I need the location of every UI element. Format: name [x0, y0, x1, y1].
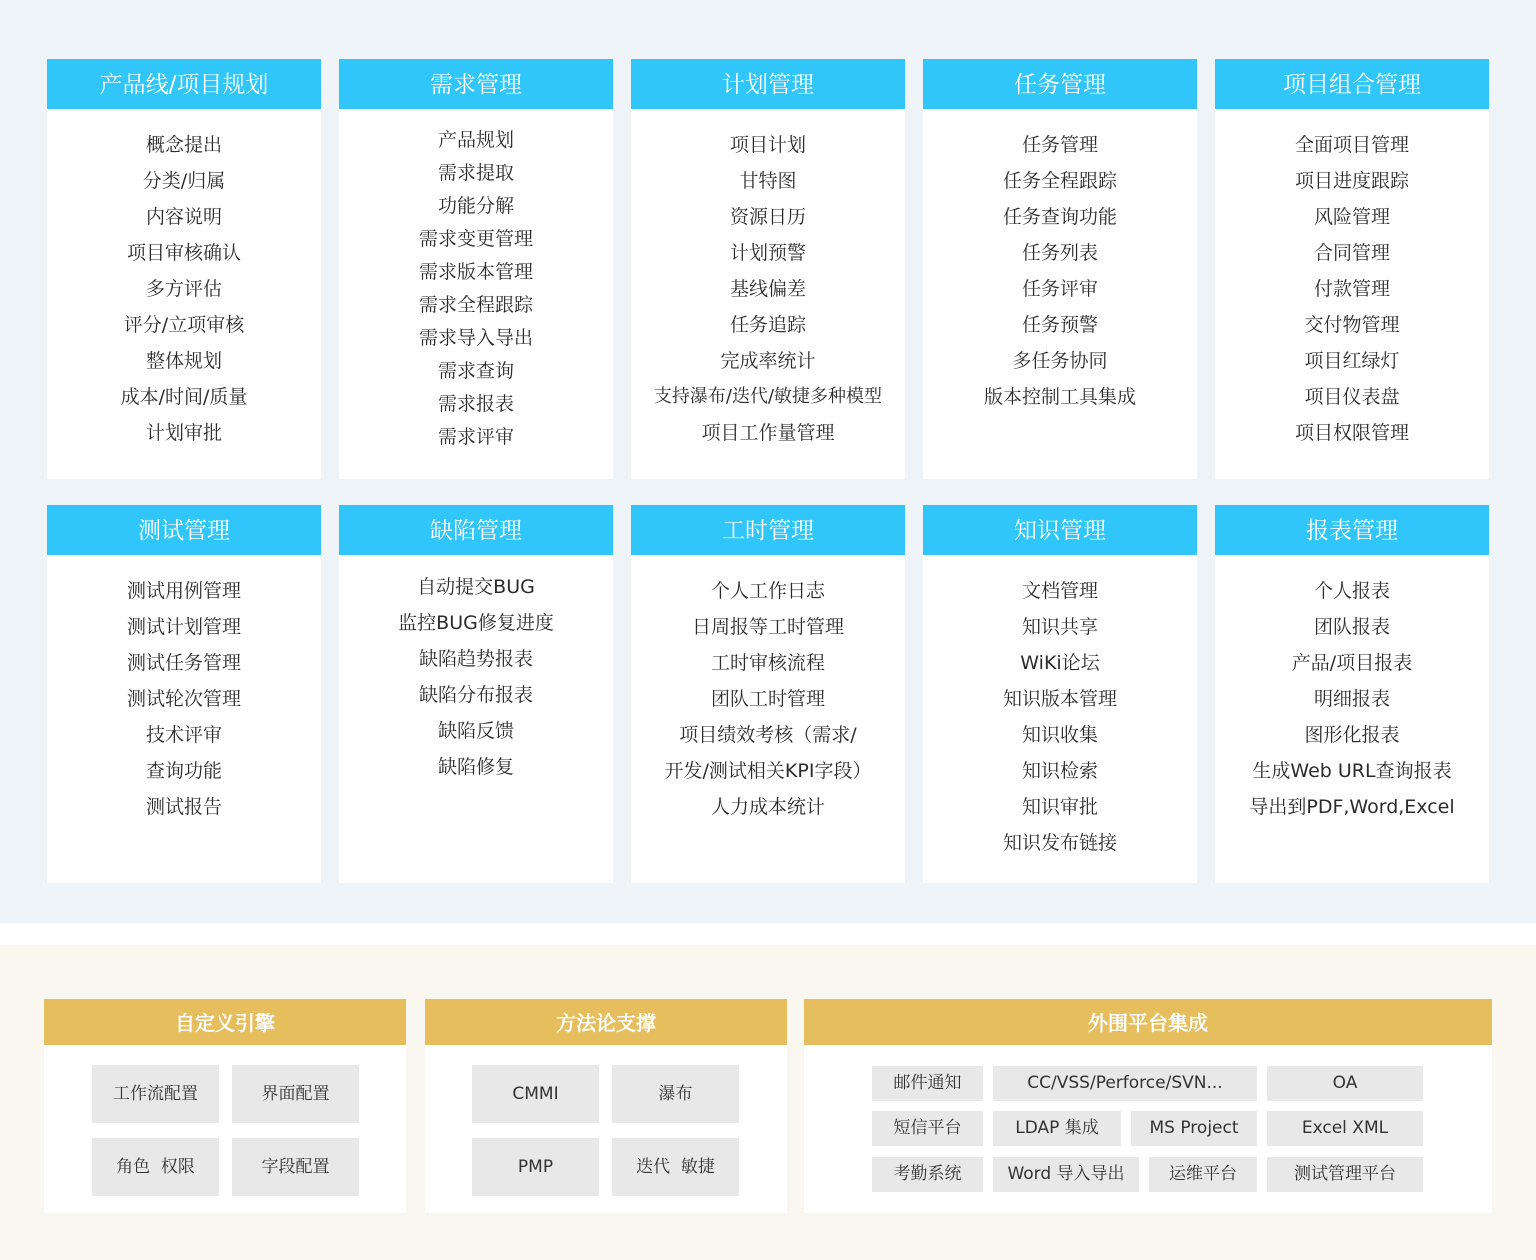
chip-iterative-agile: 迭代 敏捷 [612, 1138, 739, 1196]
module-item: 版本控制工具集成 [983, 386, 1136, 408]
module-item: 知识审批 [1021, 796, 1098, 818]
module-item: 计划审批 [145, 422, 222, 444]
module-item: 合同管理 [1313, 242, 1390, 264]
module-item: 交付物管理 [1304, 314, 1400, 336]
module-item: 测试用例管理 [126, 580, 241, 602]
module-title: 需求管理 [339, 59, 613, 109]
module-card-requirements [339, 59, 613, 479]
module-item: 人力成本统计 [710, 796, 825, 818]
module-item: 概念提出 [145, 134, 222, 156]
module-item: 成本/时间/质量 [120, 386, 248, 408]
module-item: 个人工作日志 [710, 580, 825, 602]
module-items [923, 127, 1197, 415]
module-title: 计划管理 [631, 59, 905, 109]
module-item: 需求查询 [437, 360, 514, 382]
panel-title: 自定义引擎 [44, 999, 406, 1045]
module-item: 测试任务管理 [126, 652, 241, 674]
module-item: 需求变更管理 [418, 228, 533, 250]
module-item: 计划预警 [729, 242, 806, 264]
module-items [47, 127, 321, 451]
module-item: 缺陷反馈 [437, 720, 514, 742]
module-item: 测试计划管理 [126, 616, 241, 638]
module-item: 自动提交BUG [417, 576, 535, 598]
module-item: 知识发布链接 [1002, 832, 1117, 854]
module-item: 团队报表 [1313, 616, 1390, 638]
module-item: 知识检索 [1021, 760, 1098, 782]
chip-pmp: PMP [472, 1138, 599, 1196]
module-title: 报表管理 [1215, 505, 1489, 555]
module-card-planning [631, 59, 905, 479]
module-item: 任务管理 [1021, 134, 1098, 156]
chip-test-mgmt-platform: 测试管理平台 [1267, 1157, 1423, 1192]
module-item: 需求报表 [437, 393, 514, 415]
module-item: 个人报表 [1313, 580, 1390, 602]
module-item: 付款管理 [1313, 278, 1390, 300]
module-card-defects [339, 505, 613, 883]
module-item: 项目进度跟踪 [1294, 170, 1409, 192]
module-item: 需求评审 [437, 426, 514, 448]
module-item: 缺陷修复 [437, 756, 514, 778]
module-items [923, 573, 1197, 861]
module-item: 支持瀑布/迭代/敏捷多种模型 [653, 386, 883, 407]
module-item: 多任务协同 [1012, 350, 1108, 372]
module-title: 项目组合管理 [1215, 59, 1489, 109]
module-item: 知识收集 [1021, 724, 1098, 746]
module-item: 开发/测试相关KPI字段） [664, 760, 872, 782]
module-card-product-planning [47, 59, 321, 479]
chip-role-permission: 角色 权限 [92, 1138, 219, 1196]
module-card-portfolio [1215, 59, 1489, 479]
module-item: 测试报告 [145, 796, 222, 818]
module-title: 工时管理 [631, 505, 905, 555]
module-card-testing [47, 505, 321, 883]
module-item: 技术评审 [145, 724, 222, 746]
module-item: 知识版本管理 [1002, 688, 1117, 710]
chip-oa: OA [1267, 1066, 1423, 1101]
module-item: 工时审核流程 [710, 652, 825, 674]
module-item: 任务查询功能 [1002, 206, 1117, 228]
module-item: 需求导入导出 [418, 327, 533, 349]
module-item: 全面项目管理 [1294, 134, 1409, 156]
module-item: 任务追踪 [729, 314, 806, 336]
module-item: 项目审核确认 [126, 242, 241, 264]
module-items [1215, 573, 1489, 825]
module-items [631, 127, 905, 451]
module-item: 内容说明 [145, 206, 222, 228]
module-items [631, 573, 905, 825]
module-item: 任务评审 [1021, 278, 1098, 300]
module-item: 项目仪表盘 [1304, 386, 1400, 408]
chip-waterfall: 瀑布 [612, 1065, 739, 1123]
chip-attendance: 考勤系统 [872, 1157, 983, 1192]
module-item: 资源日历 [729, 206, 806, 228]
module-items [339, 124, 613, 454]
module-item: 任务预警 [1021, 314, 1098, 336]
module-item: 任务全程跟踪 [1002, 170, 1117, 192]
module-item: 项目工作量管理 [701, 422, 835, 444]
module-item: 缺陷分布报表 [418, 684, 533, 706]
module-item: 评分/立项审核 [123, 314, 245, 336]
module-items [1215, 127, 1489, 451]
module-item: 项目绩效考核（需求/ [679, 724, 857, 746]
module-card-reports [1215, 505, 1489, 883]
module-item: 明细报表 [1313, 688, 1390, 710]
module-title: 知识管理 [923, 505, 1197, 555]
chip-field-config: 字段配置 [232, 1138, 359, 1196]
module-item: 项目计划 [729, 134, 806, 156]
module-title: 测试管理 [47, 505, 321, 555]
module-item: 需求版本管理 [418, 261, 533, 283]
module-items [339, 569, 613, 785]
module-card-tasks [923, 59, 1197, 479]
module-item: 文档管理 [1021, 580, 1098, 602]
module-item: 风险管理 [1313, 206, 1390, 228]
module-item: 功能分解 [437, 195, 514, 217]
methodology-panel [425, 999, 787, 1213]
panel-title: 方法论支撑 [425, 999, 787, 1045]
chip-ops-platform: 运维平台 [1149, 1157, 1257, 1192]
module-item: 日周报等工时管理 [691, 616, 844, 638]
module-item: 任务列表 [1021, 242, 1098, 264]
chip-ms-project: MS Project [1131, 1111, 1257, 1146]
module-item: 基线偏差 [729, 278, 806, 300]
chip-word-import-export: Word 导入导出 [993, 1157, 1139, 1192]
module-item: 产品规划 [437, 129, 514, 151]
module-item: 缺陷趋势报表 [418, 648, 533, 670]
module-item: 图形化报表 [1304, 724, 1400, 746]
module-item: WiKi论坛 [1020, 652, 1100, 674]
module-title: 产品线/项目规划 [47, 59, 321, 109]
module-item: 知识共享 [1021, 616, 1098, 638]
chip-cmmi: CMMI [472, 1065, 599, 1123]
module-item: 项目红绿灯 [1304, 350, 1400, 372]
chip-excel-xml: Excel XML [1267, 1111, 1423, 1146]
module-item: 需求全程跟踪 [418, 294, 533, 316]
module-title: 缺陷管理 [339, 505, 613, 555]
module-item: 需求提取 [437, 162, 514, 184]
chip-ldap: LDAP 集成 [993, 1111, 1121, 1146]
module-item: 测试轮次管理 [126, 688, 241, 710]
module-item: 产品/项目报表 [1291, 652, 1413, 674]
module-items [47, 573, 321, 825]
module-title: 任务管理 [923, 59, 1197, 109]
module-card-timesheet [631, 505, 905, 883]
chip-version-control: CC/VSS/Perforce/SVN... [993, 1066, 1257, 1101]
panel-title: 外围平台集成 [804, 999, 1492, 1045]
module-item: 监控BUG修复进度 [398, 612, 554, 634]
integration-panel [804, 999, 1492, 1213]
chip-ui-config: 界面配置 [232, 1065, 359, 1123]
module-card-knowledge [923, 505, 1197, 883]
module-item: 项目权限管理 [1294, 422, 1409, 444]
module-item: 完成率统计 [720, 350, 816, 372]
module-item: 查询功能 [145, 760, 222, 782]
module-item: 分类/归属 [142, 170, 226, 192]
module-item: 生成Web URL查询报表 [1252, 760, 1452, 782]
custom-engine-panel [44, 999, 406, 1213]
module-item: 整体规划 [145, 350, 222, 372]
chip-email-notify: 邮件通知 [872, 1066, 983, 1101]
chip-workflow-config: 工作流配置 [92, 1065, 219, 1123]
module-item: 团队工时管理 [710, 688, 825, 710]
chip-sms-platform: 短信平台 [872, 1111, 983, 1146]
module-item: 甘特图 [739, 170, 797, 192]
module-item: 导出到PDF,Word,Excel [1249, 796, 1455, 818]
module-item: 多方评估 [145, 278, 222, 300]
